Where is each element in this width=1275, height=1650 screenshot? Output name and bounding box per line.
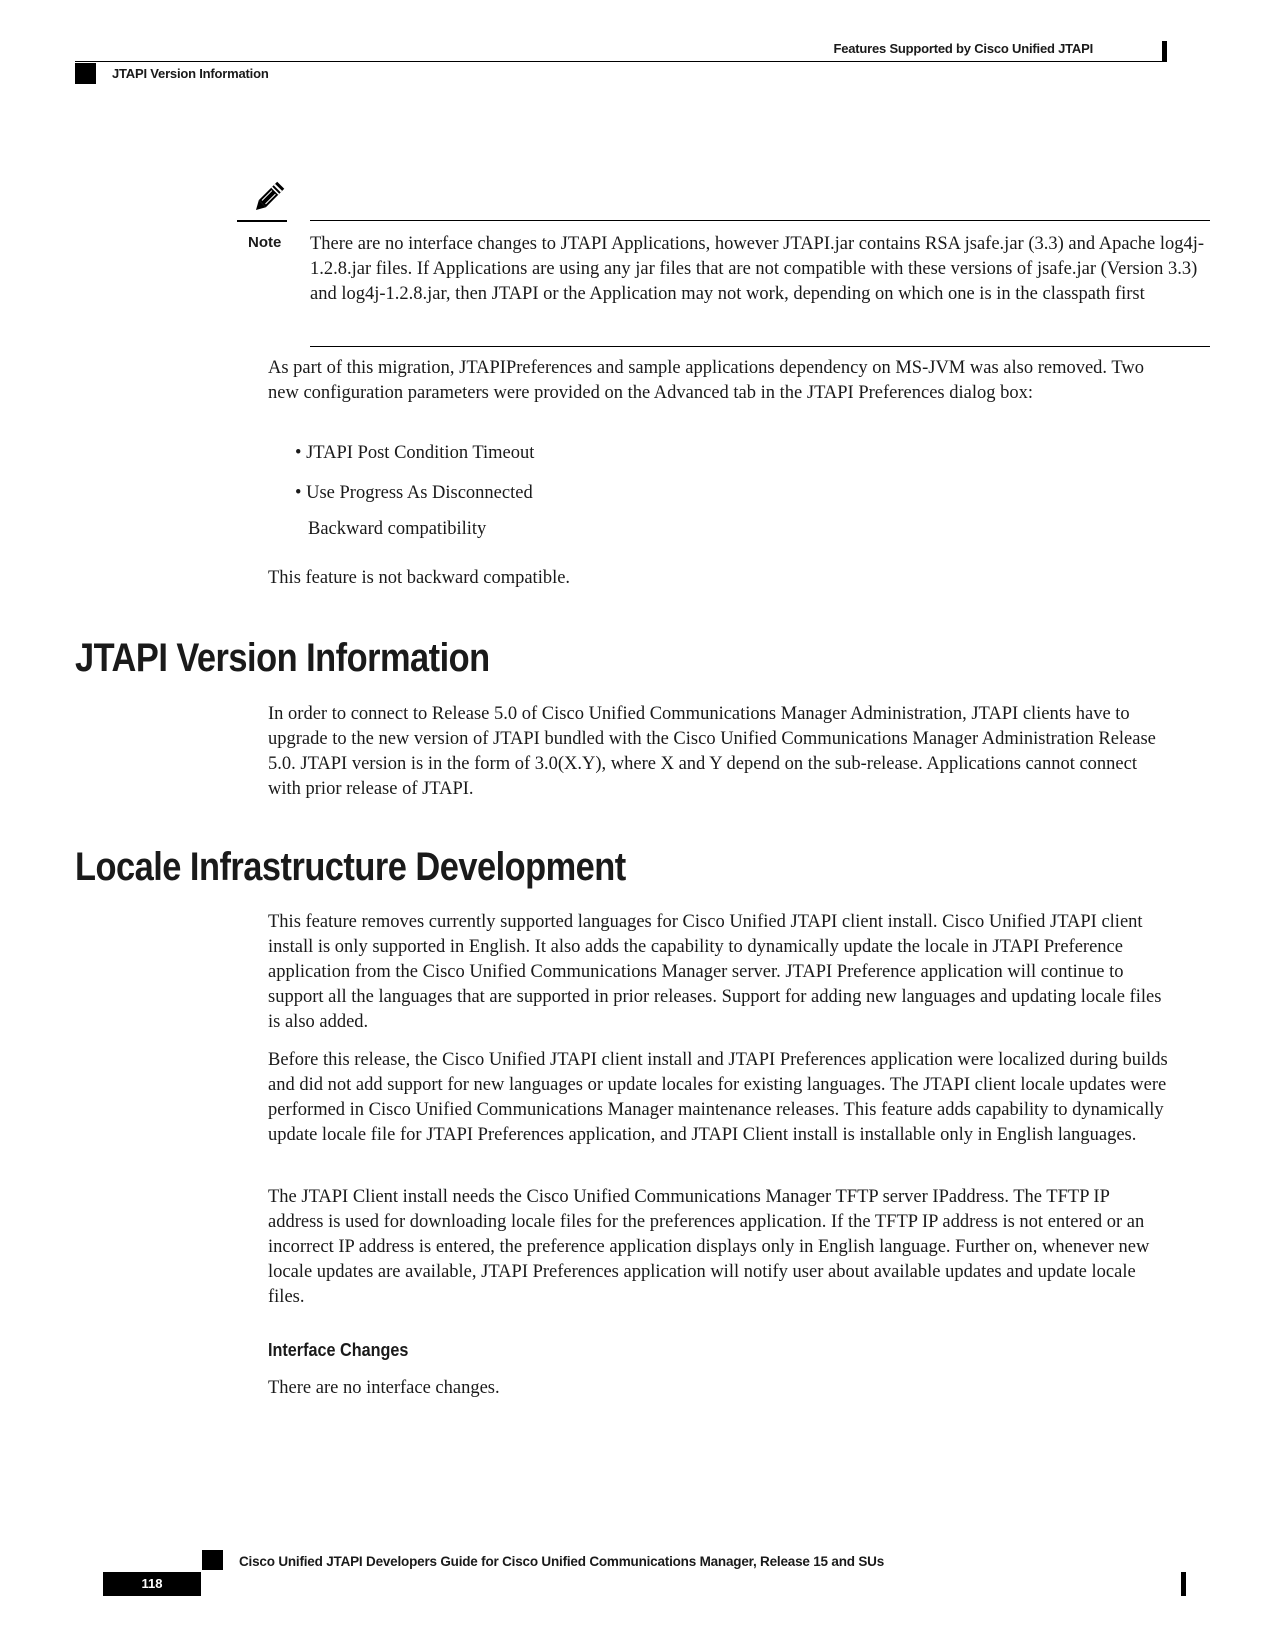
running-header-chapter: Features Supported by Cisco Unified JTAPI [833, 41, 1093, 56]
header-bar [1162, 41, 1167, 61]
footer-bar [1181, 1572, 1186, 1596]
note-rule-top [310, 220, 1210, 221]
section-title-version: JTAPI Version Information [75, 636, 490, 680]
locale-paragraph-1: This feature removes currently supported languages for Cisco Unified JTAPI client install. Cisco Unified JTAPI client install is only supported in English. It also adds the capability to dynamically update the locale in JTAPI Preference application from the Cisco Unified Communications Manager server. JTAPI Preference application will continue to support all the languages that are supported in prior releases. Support for adding new languages and updating locale files is also added. [268, 912, 1162, 1032]
list-item-text: JTAPI Post Condition Timeout [306, 443, 535, 463]
list-item: • Use Progress As Disconnected [295, 483, 533, 503]
backward-compat-label: Backward compatibility [308, 519, 487, 539]
interface-changes-text: There are no interface changes. [268, 1378, 500, 1398]
note-rule-bottom [310, 346, 1210, 347]
version-paragraph: In order to connect to Release 5.0 of Cisco Unified Communications Manager Administration, JTAPI clients have to upgrade to the new version of JTAPI bundled with the Cisco Unified Communications Manager Administration Release 5.0. JTAPI version is in the form of 3.0(X.Y), where X and Y depend on the sub-release. Applications cannot connect with prior release of JTAPI. [268, 704, 1156, 799]
header-box [75, 63, 96, 84]
footer-box [202, 1550, 223, 1570]
pencil-icon [248, 178, 288, 218]
list-item: • JTAPI Post Condition Timeout [295, 443, 535, 463]
note-text: There are no interface changes to JTAPI Applications, however JTAPI.jar contains RSA jsafe.jar (3.3) and Apache log4j-1.2.8.jar files. If Applications are using any jar files that are not compatible with these versions of jsafe.jar (Version 3.3) and log4j-1.2.8.jar, then JTAPI or the Application may not work, depending on which one is in the classpath first [310, 234, 1205, 304]
footer-guide-title: Cisco Unified JTAPI Developers Guide for Cisco Unified Communications Manager, Release 15 and SUs [239, 1554, 885, 1569]
list-item-text: Use Progress As Disconnected [306, 483, 533, 503]
section-title-locale: Locale Infrastructure Development [75, 845, 626, 889]
locale-paragraph-3: The JTAPI Client install needs the Cisco Unified Communications Manager TFTP server IPaddress. The TFTP IP address is used for downloading locale files for the preferences application. If the TFTP IP address is not entered or an incorrect IP address is entered, the preference application displays only in English language. Further on, whenever new locale updates are available, JTAPI Preferences application will notify user about available updates and update locale files. [268, 1187, 1150, 1307]
backward-compat-text: This feature is not backward compatible. [268, 568, 571, 588]
page-number: 118 [103, 1572, 201, 1596]
note-label: Note [248, 234, 282, 251]
running-header-section: JTAPI Version Information [112, 66, 269, 81]
note-rule-short [237, 220, 287, 222]
interface-changes-title: Interface Changes [268, 1340, 409, 1360]
locale-paragraph-2: Before this release, the Cisco Unified JTAPI client install and JTAPI Preferences application were localized during builds and did not add support for new languages or update locales for existing languages. The JTAPI client locale updates were performed in Cisco Unified Communications Manager maintenance releases. This feature adds capability to dynamically update locale file for JTAPI Preferences application, and JTAPI Client install is installable only in English languages. [268, 1050, 1168, 1145]
migration-paragraph: As part of this migration, JTAPIPreferences and sample applications dependency on MS-JVM was also removed. Two new configuration parameters were provided on the Advanced tab in the JTAPI Preferences dialog box: [268, 358, 1144, 403]
header-rule [75, 61, 1167, 62]
